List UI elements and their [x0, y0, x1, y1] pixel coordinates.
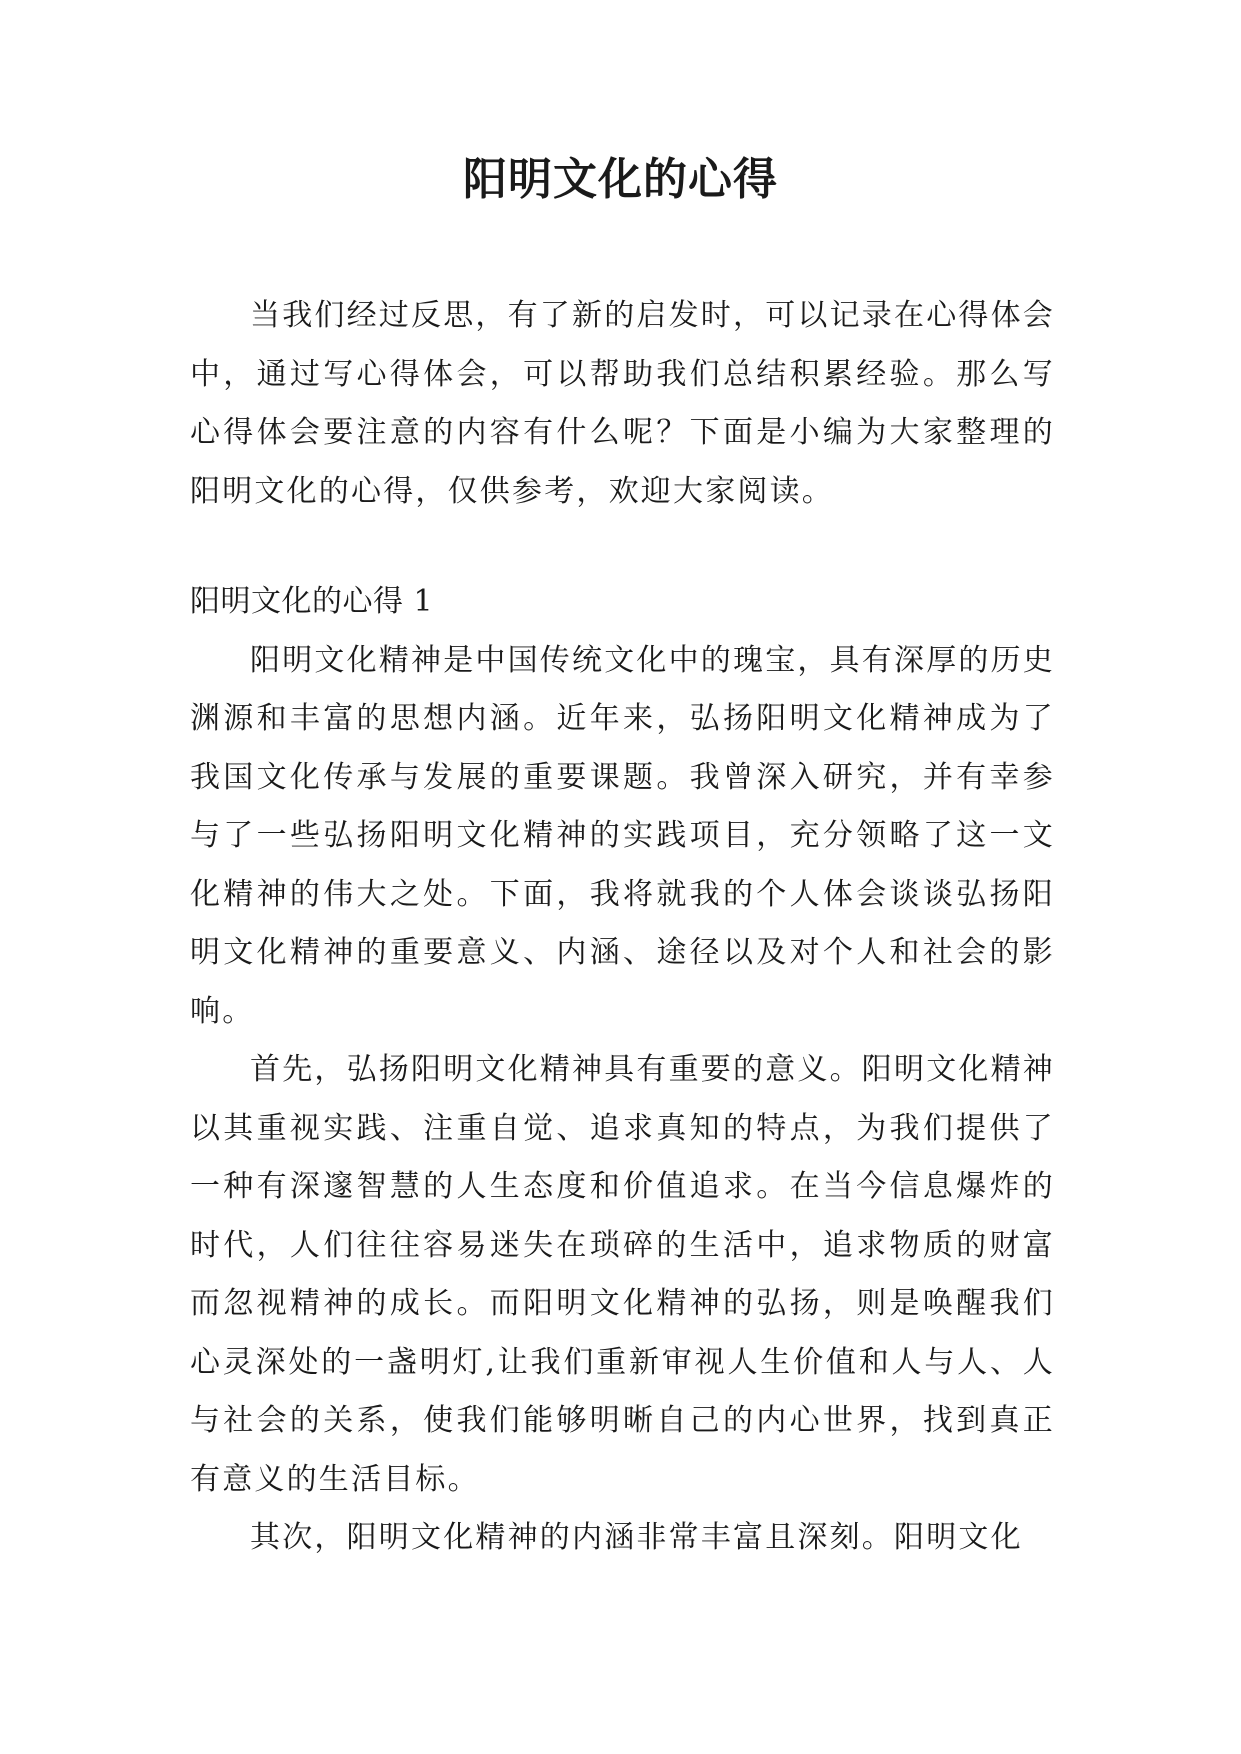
section-heading: 阳明文化的心得 1	[190, 584, 434, 619]
document-body	[190, 287, 1055, 1568]
body-paragraph-2: 首先，弘扬阳明文化精神具有重要的意义。阳明文化精神以其重视实践、注重自觉、追求真知的特点，为我们提供了一种有深邃智慧的人生态度和价值追求。在当今信息爆炸的时代，人们往往容易迷失在琐碎的生活中，追求物质的财富而忽视精神的成长。而阳明文化精神的弘扬，则是唤醒我们心灵深处的一盏明灯,让我们重新审视人生价值和人与人、人与社会的关系，使我们能够明晰自己的内心世界，找到真正有意义的生活目标。	[190, 1052, 1055, 1497]
document-title: 阳明文化的心得	[463, 154, 778, 205]
body-paragraph-3: 其次，阳明文化精神的内涵非常丰富且深刻。阳明文化	[250, 1520, 1023, 1555]
body-paragraph-1: 阳明文化精神是中国传统文化中的瑰宝，具有深厚的历史渊源和丰富的思想内涵。近年来，弘扬阳明文化精神成为了我国文化传承与发展的重要课题。我曾深入研究，并有幸参与了一些弘扬阳明文化精神的实践项目，充分领略了这一文化精神的伟大之处。下面，我将就我的个人体会谈谈弘扬阳明文化精神的重要意义、内涵、途径以及对个人和社会的影响。	[190, 642, 1055, 1029]
intro-paragraph: 当我们经过反思，有了新的启发时，可以记录在心得体会中，通过写心得体会，可以帮助我们总结积累经验。那么写心得体会要注意的内容有什么呢？下面是小编为大家整理的阳明文化的心得，仅供参考，欢迎大家阅读。	[190, 298, 1055, 509]
